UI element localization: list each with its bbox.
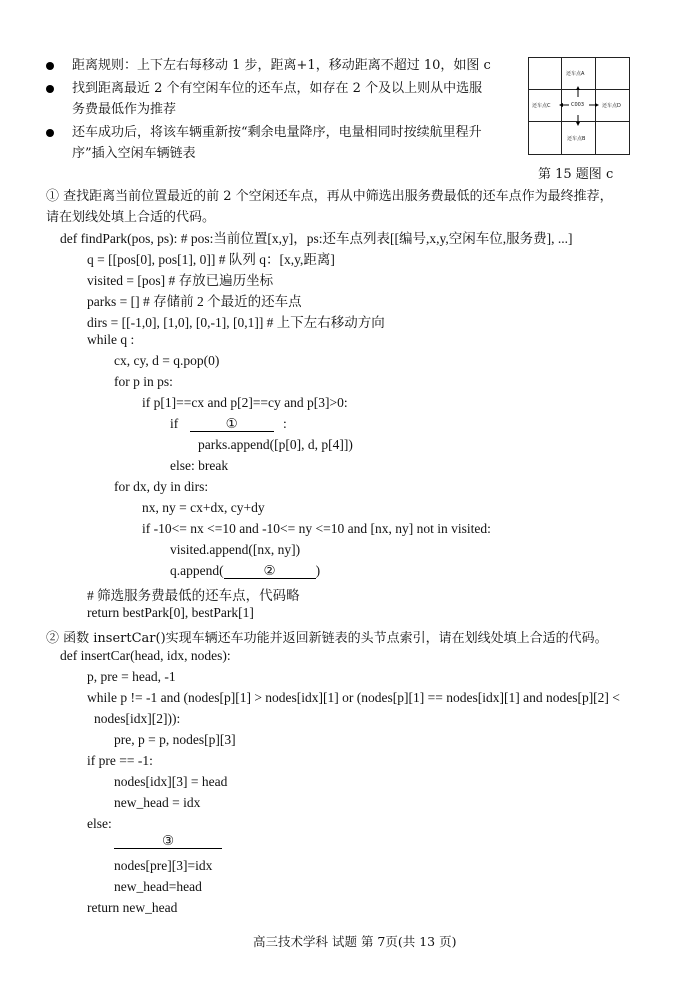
page-footer: 高三技术学科 试题 第 7页(共 13 页) [253, 934, 457, 949]
arrows-icon [529, 58, 629, 154]
code-line: pre, p = p, nodes[p][3] [114, 732, 236, 747]
code-line: parks.append([p[0], d, p[4]]) [198, 437, 353, 452]
code-line: for dx, dy in dirs: [114, 479, 209, 494]
cell-park-a: 还车点A [566, 71, 585, 77]
figure-c-grid [528, 57, 630, 155]
code-line: # 筛选服务费最低的还车点，代码略 [87, 588, 300, 603]
code-line: nx, ny = cx+dx, cy+dy [142, 500, 265, 515]
bullet-text-cont: 务费最低作为推荐 [72, 102, 177, 117]
code-call: q.append( [170, 563, 224, 578]
bullet-dot [46, 85, 54, 93]
code-line: p, pre = head, -1 [87, 669, 176, 684]
bullet-rule-insert [46, 122, 482, 144]
code-line: return bestPark[0], bestPark[1] [87, 605, 254, 620]
q2-prompt: ② 函数 insertCar()实现车辆还车功能并返回新链表的头节点索引，请在划线处填上合适的代码。 [46, 631, 608, 646]
q1-prompt: ① 查找距离当前位置最近的前 2 个空闲还车点，再从中筛选出服务费最低的还车点作为最终推荐， [46, 189, 613, 204]
code-line-blank-3 [114, 833, 222, 849]
figure-caption: 第 15 题图 c [538, 167, 614, 182]
code-line: if -10<= nx <=10 and -10<= ny <=10 and [nx, ny] not in visited: [142, 521, 491, 536]
code-line: new_head=head [114, 879, 202, 894]
cell-center: C003 [571, 102, 585, 108]
code-line: for p in ps: [114, 374, 173, 389]
answer-blank-2[interactable]: ② [224, 564, 316, 579]
code-line: dirs = [[-1,0], [1,0], [0,-1], [0,1]] # 上下左右移动方向 [87, 315, 385, 330]
cell-park-c: 还车点C [532, 103, 551, 109]
code-line: nodes[idx][3] = head [114, 774, 228, 789]
code-line: visited = [pos] # 存放已遍历坐标 [87, 273, 274, 288]
q1-prompt-cont: 请在划线处填上合适的代码。 [46, 210, 216, 225]
code-keyword: if [170, 416, 179, 431]
bullet-dot [46, 129, 54, 137]
bullet-dot [46, 62, 54, 70]
code-line-blank-2 [170, 563, 320, 579]
code-line-blank-1 [170, 416, 287, 432]
bullet-text: 还车成功后，将该车辆重新按“剩余电量降序，电量相同时按续航里程升 [72, 125, 482, 140]
code-line: visited.append([nx, ny]) [170, 542, 301, 557]
code-line: else: [87, 816, 112, 831]
code-line: new_head = idx [114, 795, 201, 810]
bullet-text: 找到距离最近 2 个有空闲车位的还车点，如存在 2 个及以上则从中选服 [72, 81, 483, 96]
cell-park-b: 还车点B [567, 136, 586, 142]
code-line: if pre == -1: [87, 753, 153, 768]
code-colon: : [283, 416, 287, 431]
bullet-text-cont: 序”插入空闲车辆链表 [72, 146, 196, 161]
code-line: cx, cy, d = q.pop(0) [114, 353, 220, 368]
code-line: else: break [170, 458, 229, 473]
answer-blank-1[interactable]: ① [190, 417, 274, 432]
code-line: parks = [] # 存储前 2 个最近的还车点 [87, 294, 302, 309]
code-line: while p != -1 and (nodes[p][1] > nodes[idx][1] or (nodes[p][1] == nodes[idx][1] and nodes[p][2] < [87, 690, 620, 705]
code-line: nodes[idx][2])): [94, 711, 181, 726]
code-line: while q : [87, 332, 135, 347]
code-line: return new_head [87, 900, 178, 915]
code-line: nodes[pre][3]=idx [114, 858, 213, 873]
code-paren: ) [315, 563, 321, 578]
bullet-text: 距离规则：上下左右每移动 1 步，距离+1，移动距离不超过 10，如图 c [72, 58, 491, 73]
cell-park-d: 还车点D [602, 103, 621, 109]
code-line: if p[1]==cx and p[2]==cy and p[3]>0: [142, 395, 348, 410]
answer-blank-3[interactable]: ③ [114, 834, 222, 849]
bullet-rule-nearest [46, 78, 482, 100]
bullet-rule-distance [46, 55, 491, 77]
code-line: def insertCar(head, idx, nodes): [60, 648, 231, 663]
code-line: def findPark(pos, ps): # pos:当前位置[x,y]，ps:还车点列表[[编号,x,y,空闲车位,服务费], ...] [60, 231, 573, 246]
code-line: q = [[pos[0], pos[1], 0]] # 队列 q：[x,y,距离] [87, 252, 335, 267]
